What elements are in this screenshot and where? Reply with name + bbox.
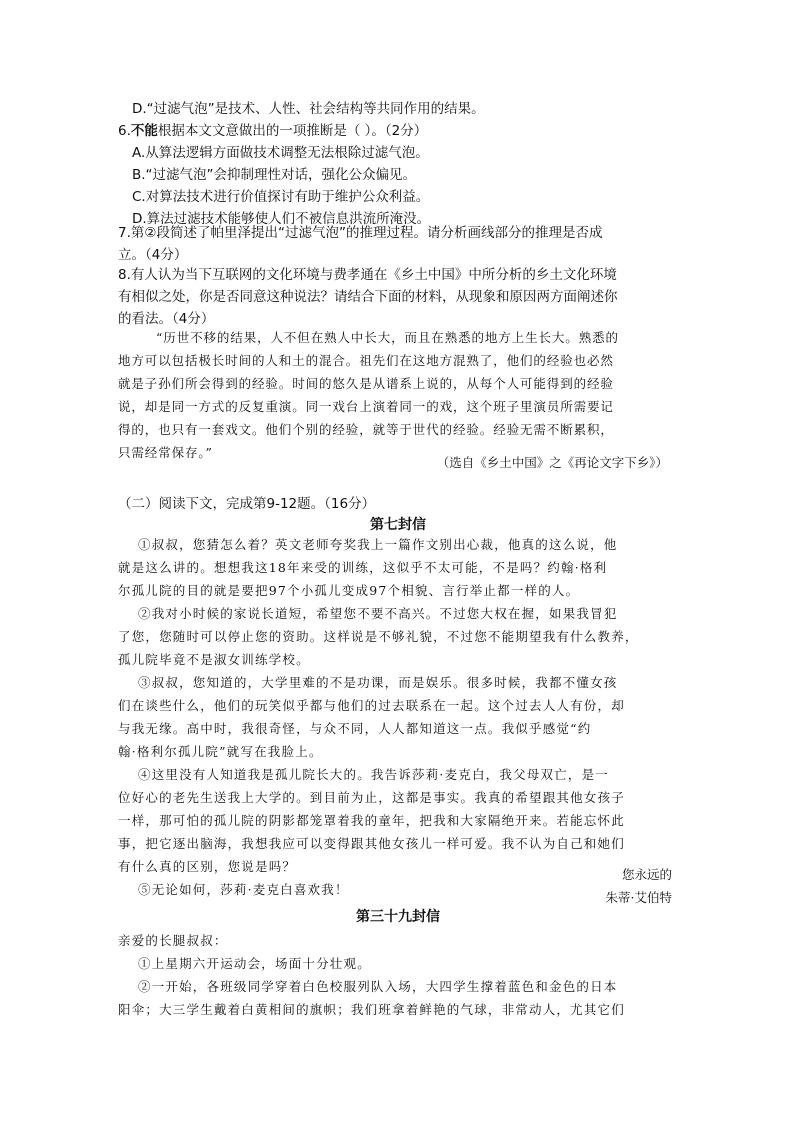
quote-line: 说，却是同一方式的反复重演。同一戏台上演着同一的戏，这个班子里演员所需要记 xyxy=(118,399,614,414)
quote-line: 地方可以包括极长时间的人和土的混合。祖先们在这地方混熟了，他们的经验也必然 xyxy=(118,353,614,368)
quote-line: “历世不移的结果，人不但在熟人中长大，而且在熟悉的地方上生长大。熟悉的 xyxy=(156,330,619,345)
letter7-line: 孤儿院毕竟不是淑女训练学校。 xyxy=(118,652,310,667)
q8-line-2: 有相似之处，你是否同意这种说法？请结合下面的材料，从现象和原因两方面阐述你 xyxy=(118,289,618,305)
letter7-line: 尔孤儿院的目的就是要把97个小孤儿变成97个相貌、言行举止都一样的人。 xyxy=(118,583,580,598)
letter39-line: ②一开始，各班级同学穿着白色校服列队入场，大四学生撑着蓝色和金色的日本 xyxy=(138,979,618,994)
letter39-body xyxy=(118,929,678,1021)
q6-option-a: A.从算法逻辑方面做技术调整无法根除过滤气泡。 xyxy=(132,145,429,161)
letter7-line: 一样，那可怕的孤儿院的阴影都笼罩着我的童年，把我和大家隔绝开来。若能忘怀此 xyxy=(118,813,625,828)
quote-line: 就是子孙们所会得到的经验。时间的悠久是从谱系上说的，从每个人可能得到的经验 xyxy=(118,376,614,391)
q8-line-1: 8.有人认为当下互联网的文化环境与费孝通在《乡土中国》中所分析的乡土文化环境 xyxy=(118,267,617,283)
letter39-line: 阳伞；大三学生戴着白黄相间的旗帜；我们班拿着鲜艳的气球，非常动人，尤其它们 xyxy=(118,1002,625,1017)
letter39-title-wrap xyxy=(118,905,678,929)
letter7-line: 就是这么讲的。想想我这18年来受的训练，这似乎不太可能，不是吗？约翰·格利 xyxy=(118,560,608,575)
section2-header-wrap xyxy=(118,493,678,515)
q7-section xyxy=(118,222,678,266)
letter7-closing: 您永远的 xyxy=(621,867,672,882)
letter39-line: 亲爱的长腿叔叔： xyxy=(118,933,228,948)
q6-section xyxy=(118,120,678,230)
letter7-title: 第七封信 xyxy=(370,517,426,533)
letter39-line: ①上星期六开运动会，场面十分壮观。 xyxy=(138,956,371,971)
q6-stem-text: 根据本文文意做出的一项推断是（ ）。（2分） xyxy=(157,123,428,139)
letter7-body xyxy=(118,533,678,901)
q6-option-c: C.对算法技术进行价值探讨有助于维护公众利益。 xyxy=(132,189,430,205)
letter7-line: 有什么真的区别，您说是吗？ xyxy=(118,859,297,874)
letter7-line: ①叔叔，您猜怎么着？英文老师夸奖我上一篇作文别出心裁，他真的这么说，他 xyxy=(138,537,618,552)
letter7-closing-wrap xyxy=(118,863,678,909)
q6-option-b: B.“过滤气泡”会抑制理性对话，强化公众偏见。 xyxy=(132,167,417,183)
q8-quote-source-wrap xyxy=(118,451,678,474)
letter7-line: 了您，您随时可以停止您的资助。这样说是不够礼貌，不过您不能期望我有什么教养， xyxy=(118,629,639,644)
letter7-line: ②我对小时候的家说长道短，希望您不要不高兴。不过您大权在握，如果我冒犯 xyxy=(138,606,618,621)
q5-section xyxy=(118,98,678,120)
q8-section xyxy=(118,264,678,330)
q8-quote xyxy=(118,326,678,464)
q5-option-d: D.“过滤气泡”是技术、人性、社会结构等共同作用的结果。 xyxy=(132,101,485,117)
letter7-line: 与我无缘。高中时，我很奇怪，与众不同，人人都知道这一点。我似乎感觉“约 xyxy=(118,721,592,736)
quote-line: 得的，也只有一套戏文。他们个别的经验，就等于世代的经验。经验无需不断累积， xyxy=(118,422,614,437)
quote-line: 只需经常保存。” xyxy=(118,445,213,460)
letter7-signature: 朱蒂·艾伯特 xyxy=(605,890,672,905)
q6-number: 6. xyxy=(118,123,131,139)
q6-option-d: D.算法过滤技术能够使人们不被信息洪流所淹没。 xyxy=(132,211,431,227)
letter7-line: ④这里没有人知道我是孤儿院长大的。我告诉莎莉·麦克白，我父母双亡，是一 xyxy=(138,767,609,782)
q7-line-1: 7.第②段简述了帕里泽提出“过滤气泡”的推理过程。请分析画线部分的推理是否成 xyxy=(118,225,603,241)
q6-emphasis: 不能 xyxy=(130,123,158,139)
letter7-line: 翰·格利尔孤儿院”就写在我脸上。 xyxy=(118,744,323,759)
q8-quote-source: （选自《乡土中国》之《再论文字下乡》） xyxy=(436,455,668,470)
q7-line-2: 立。（4分） xyxy=(118,247,188,263)
q6-stem xyxy=(118,120,678,142)
section2-header: （二）阅读下文，完成第9-12题。（16分） xyxy=(118,496,376,512)
letter39-title: 第三十九封信 xyxy=(356,909,440,925)
letter7-line: 事，把它逐出脑海，我想我应可以变得跟其他女孩儿一样可爱。我不认为自己和她们 xyxy=(118,836,625,851)
letter7-line: ③叔叔，您知道的，大学里难的不是功课，而是娱乐。很多时候，我都不懂女孩 xyxy=(138,675,618,690)
letter7-line: 们在谈些什么，他们的玩笑似乎都与他们的过去联系在一起。这个过去人人有份，却 xyxy=(118,698,625,713)
letter7-line: ⑤无论如何，莎莉·麦克白喜欢我！ xyxy=(138,882,349,897)
letter7-line: 位好心的老先生送我上大学的。到目前为止，这都是事实。我真的希望跟其他女孩子 xyxy=(118,790,625,805)
q8-line-3: 的看法。（4分） xyxy=(118,311,215,327)
